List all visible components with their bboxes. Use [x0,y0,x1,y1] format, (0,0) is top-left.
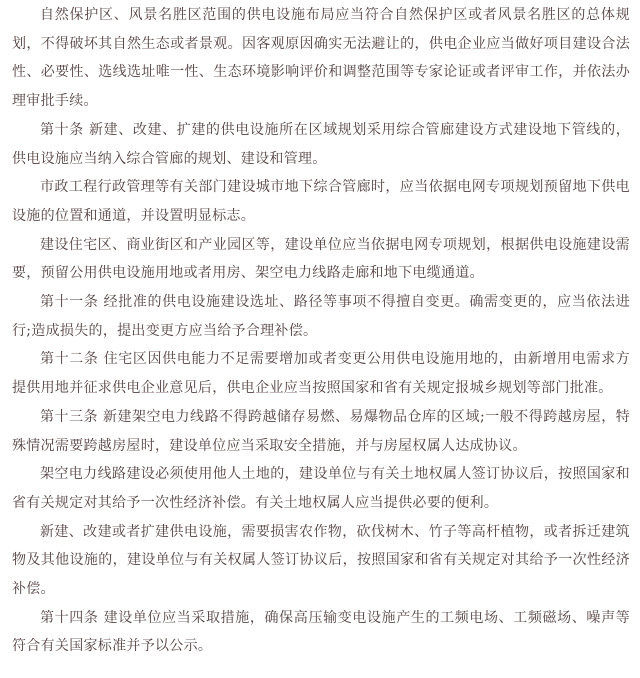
paragraph-article-11: 第十一条 经批准的供电设施建设选址、路径等事项不得擅自变更。确需变更的，应当依法进行;造成损失的，提出变更方应当给予合理补偿。 [12,294,630,339]
paragraph: 市政工程行政管理等有关部门建设城市地下综合管廊时，应当依据电网专项规划预留地下供电设施的位置和通道，并设置明显标志。 [12,179,630,224]
paragraph-article-13: 第十三条 新建架空电力线路不得跨越储存易燃、易爆物品仓库的区域;一般不得跨越房屋，特殊情况需要跨越房屋时，建设单位应当采取安全措施，并与房屋权属人达成协议。 [12,408,630,454]
paragraph: 新建、改建或者扩建供电设施，需要损害农作物，砍伐树木、竹子等高杆植物，或者拆迁建筑物及其他设施的，建设单位与有关权属人签订协议后，按照国家和省有关规定对其给予一次性经济补偿。 [12,523,630,598]
paragraph-article-14: 第十四条 建设单位应当采取措施，确保高压输变电设施产生的工频电场、工频磁场、噪声等符合有关国家标准并予以公示。 [12,609,630,655]
paragraph-article-10: 第十条 新建、改建、扩建的供电设施所在区域规划采用综合管廊建设方式建设地下管线的，供电设施应当纳入综合管廊的规划、建设和管理。 [12,121,630,167]
paragraph: 建设住宅区、商业街区和产业园区等，建设单位应当依据电网专项规划，根据供电设施建设需要，预留公用供电设施用地或者用房、架空电力线路走廊和地下电缆通道。 [12,236,630,282]
paragraph: 架空电力线路建设必须使用他人土地的，建设单位与有关土地权属人签订协议后，按照国家和省有关规定对其给予一次性经济补偿。有关土地权属人应当提供必要的便利。 [12,466,630,511]
paragraph: 自然保护区、风景名胜区范围的供电设施布局应当符合自然保护区或者风景名胜区的总体规划，不得破坏其自然生态或者景观。因客观原因确实无法避让的，供电企业应当做好项目建设合法性、必要性、选线选址唯一性、生态环境影响评价和调整范围等专家论证或者评审工作，并依法办理审批手续。 [12,7,630,110]
paragraph-article-12: 第十二条 住宅区因供电能力不足需要增加或者变更公用供电设施用地的，由新增用电需求方提供用地并征求供电企业意见后，供电企业应当按照国家和省有关规定报城乡规划等部门批准。 [12,351,630,397]
